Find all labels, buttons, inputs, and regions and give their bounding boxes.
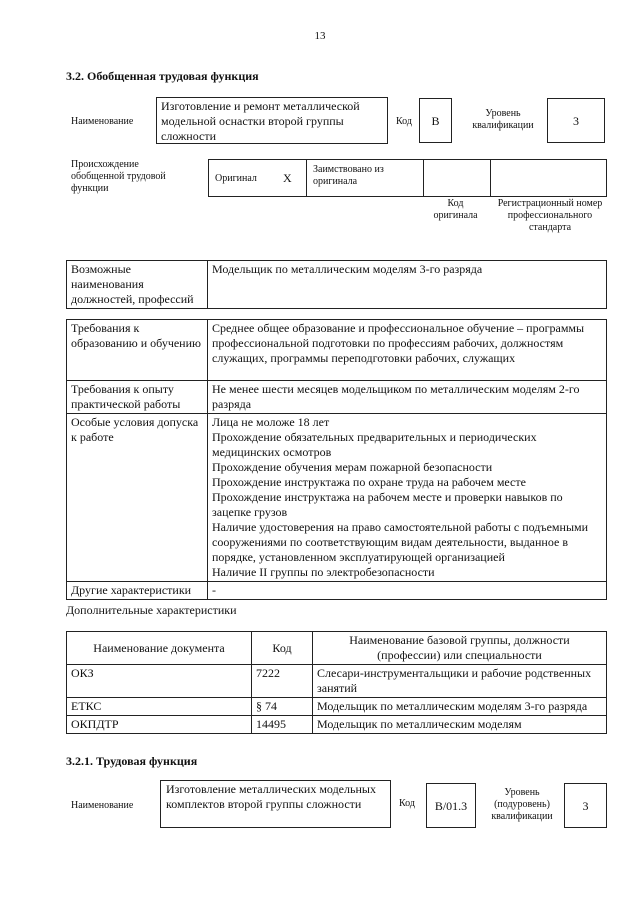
conditions-list (208, 414, 607, 582)
education-label: Требования к образованию и обучению (67, 320, 208, 381)
table-row (67, 381, 607, 414)
level-label: Уровень (подуровень) квалификации (491, 787, 553, 822)
original-label: Оригинал (215, 173, 257, 184)
experience-label: Требования к опыту практической работы (67, 381, 208, 414)
table-row (67, 665, 607, 698)
additional-heading: Дополнительные характеристики (66, 603, 237, 617)
table-row (67, 320, 607, 381)
function-name-box: Изготовление металлических модельных комплектов второй группы сложности (160, 780, 391, 828)
level-value-box: 3 (547, 98, 605, 143)
list-item: Прохождение обучения мерам пожарной безопасности (212, 460, 493, 474)
conditions-label: Особые условия допуска к работе (67, 414, 208, 582)
other-label: Другие характеристики (67, 582, 208, 600)
row-code: § 74 (252, 698, 313, 716)
code-label: Код (396, 116, 412, 127)
name-label: Наименование (71, 800, 134, 811)
level-label: Уровень квалификации (472, 108, 534, 131)
table-header-row (67, 632, 607, 665)
row-doc: ОКЗ (67, 665, 252, 698)
list-item: Прохождение инструктажа на рабочем месте и проверки навыков по зацепке грузов (212, 490, 563, 519)
additional-table (66, 631, 607, 734)
requirements-table (66, 319, 607, 600)
possible-names-value: Модельщик по металлическим моделям 3-го разряда (208, 261, 607, 309)
code-value-box: В (419, 98, 452, 143)
list-item: Прохождение обязательных предварительных и периодических медицинских осмотров (212, 430, 537, 459)
table-row (67, 414, 607, 582)
row-code: 14495 (252, 716, 313, 734)
list-item: Лица не моложе 18 лет (212, 415, 330, 429)
name-label: Наименование (71, 116, 134, 127)
possible-names-table (66, 260, 607, 309)
function-name-box: Изготовление и ремонт металлической модельной оснастки второй группы сложности (156, 97, 388, 144)
origin-code-caption: Код оригинала (433, 198, 478, 221)
subsection-heading: 3.2.1. Трудовая функция (66, 754, 198, 768)
page-number: 13 (314, 30, 326, 42)
row-code: 7222 (252, 665, 313, 698)
table-row (67, 698, 607, 716)
original-mark: X (283, 171, 292, 185)
row-name: Модельщик по металлическим моделям (313, 716, 607, 734)
col-name-header: Наименование базовой группы, должности (профессии) или специальности (313, 632, 607, 665)
section-heading: 3.2. Обобщенная трудовая функция (66, 69, 259, 83)
possible-names-label: Возможные наименования должностей, профессий (67, 261, 208, 309)
code-value-box: В/01.3 (426, 783, 476, 828)
list-item: Прохождение инструктажа по охране труда на рабочем месте (212, 475, 526, 489)
col-code-header: Код (252, 632, 313, 665)
experience-value: Не менее шести месяцев модельщиком по металлическим моделям 2-го разряда (208, 381, 607, 414)
row-doc: ОКПДТР (67, 716, 252, 734)
row-name: Слесари-инструментальщики и рабочие родственных занятий (313, 665, 607, 698)
list-item: Наличие II группы по электробезопасности (212, 565, 435, 579)
table-row (67, 716, 607, 734)
level-value-box: 3 (564, 783, 607, 828)
code-label: Код (399, 798, 415, 809)
reg-number-caption: Регистрационный номер профессионального стандарта (497, 198, 603, 233)
education-value: Среднее общее образование и профессиональное обучение – программы профессиональной подготовки по профессиям рабочих, должностям служащих, программы переподготовки рабочих, служащих (208, 320, 607, 381)
list-item: Наличие удостоверения на право самостоятельной работы с подъемными сооружениями по соответствующим видам деятельности, выданное в порядке, установленном эксплуатирующей организацией (212, 520, 589, 564)
row-doc: ЕТКС (67, 698, 252, 716)
borrowed-label: Заимствовано из оригинала (313, 164, 384, 187)
origin-table (208, 159, 607, 197)
origin-label: Происхождение обобщенной трудовой функции (71, 159, 166, 194)
table-row (67, 582, 607, 600)
row-name: Модельщик по металлическим моделям 3-го разряда (313, 698, 607, 716)
col-doc-header: Наименование документа (67, 632, 252, 665)
other-value: - (208, 582, 607, 600)
